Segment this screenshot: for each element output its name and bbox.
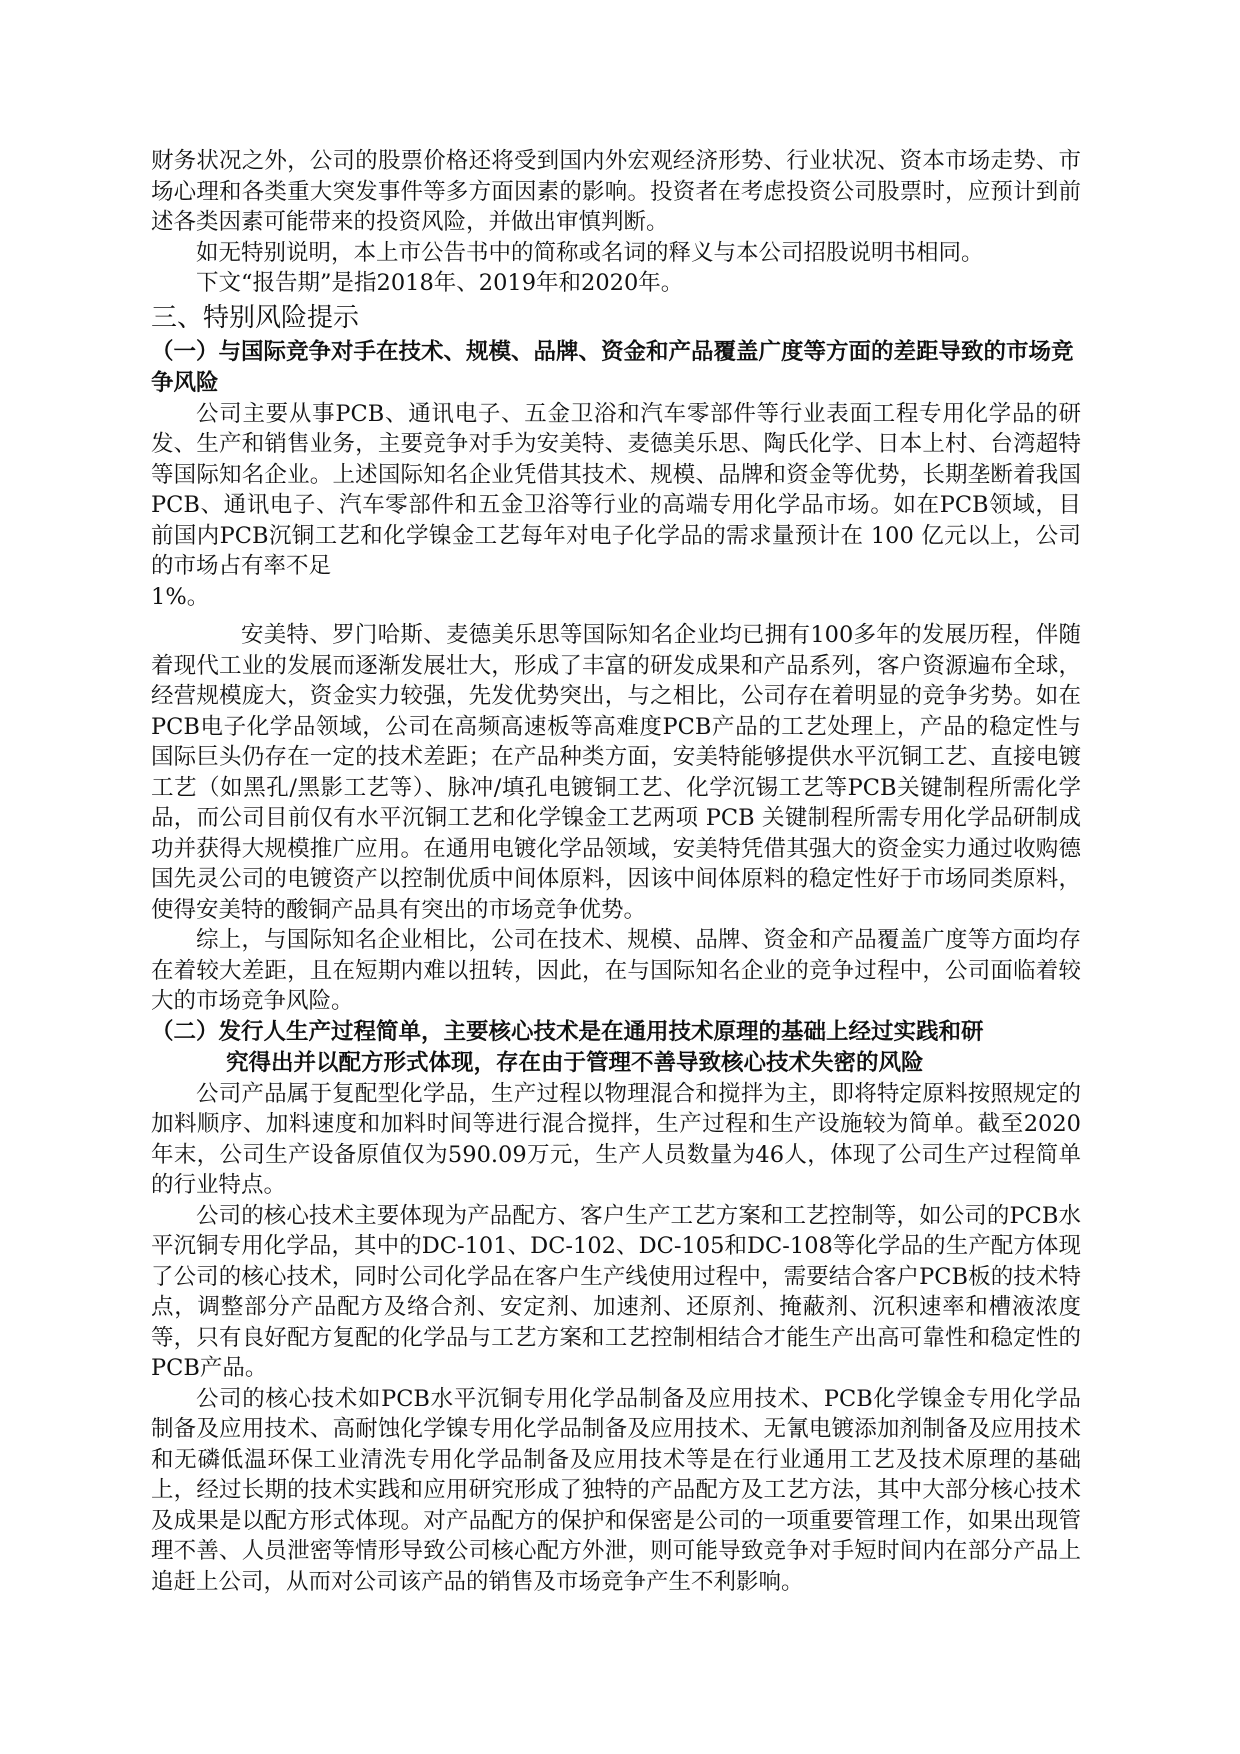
document-page: [151, 146, 1081, 1597]
risk2-heading: [151, 1017, 1081, 1079]
risk2-heading-line2: 究得出并以配方形式体现，存在由于管理不善导致核心技术失密的风险: [226, 1049, 924, 1076]
risk2-paragraph-3: 公司的核心技术如PCB水平沉铜专用化学品制备及应用技术、PCB化学镍金专用化学品制备及应用技术、高耐蚀化学镍专用化学品制备及应用技术、无氰电镀添加剂制备及应用技术和无磷低温环保工业清洗专用化学品制备及应用技术等是在行业通用工艺及技术原理的基础上，经过长期的技术实践和应用研究形成了独特的产品配方及工艺方法，其中大部分核心技术及成果是以配方形式体现。对产品配方的保护和保密是公司的一项重要管理工作，如果出现管理不善、人员泄密等情形导致公司核心配方外泄，则可能导致竞争对手短时间内在部分产品上追赶上公司，从而对公司该产品的销售及市场竞争产生不利影响。: [151, 1385, 1081, 1595]
risk1-paragraph-2: 安美特、罗门哈斯、麦德美乐思等国际知名企业均已拥有100多年的发展历程，伴随着现代工业的发展而逐渐发展壮大，形成了丰富的研发成果和产品系列，客户资源遍布全球，经营规模庞大，资金实力较强，先发优势突出，与之相比，公司存在着明显的竞争劣势。如在PCB电子化学品领域，公司在高频高速板等高难度PCB产品的工艺处理上，产品的稳定性与国际巨头仍存在一定的技术差距；在产品种类方面，安美特能够提供水平沉铜工艺、直接电镀工艺（如黑孔/黑影工艺等）、脉冲/填孔电镀铜工艺、化学沉锡工艺等PCB关键制程所需化学品，而公司目前仅有水平沉铜工艺和化学镍金工艺两项 PCB 关键制程所需专用化学品研制成功并获得大规模推广应用。在通用电镀化学品领域，安美特凭借其强大的资金实力通过收购德国先灵公司的电镀资产以控制优质中间体原料，因该中间体原料的稳定性好于市场同类原料，使得安美特的酸铜产品具有突出的市场竞争优势。: [151, 622, 1081, 923]
risk2-paragraph-2: 公司的核心技术主要体现为产品配方、客户生产工艺方案和工艺控制等，如公司的PCB水平沉铜专用化学品，其中的DC-101、DC-102、DC-105和DC-108等化学品的生产配方体现了公司的核心技术，同时公司化学品在客户生产线使用过程中，需要结合客户PCB板的技术特点，调整部分产品配方及络合剂、安定剂、加速剂、还原剂、掩蔽剂、沉积速率和槽液浓度等，只有良好配方复配的化学品与工艺方案和工艺控制相结合才能生产出高可靠性和稳定性的PCB产品。: [151, 1202, 1081, 1381]
risk2-heading-line1: （二）发行人生产过程简单，主要核心技术是在通用技术原理的基础上经过实践和研: [151, 1018, 984, 1045]
intro-paragraph-3: 下文“报告期”是指2018年、2019年和2020年。: [196, 270, 684, 296]
intro-paragraph-1: 财务状况之外，公司的股票价格还将受到国内外宏观经济形势、行业状况、资本市场走势、市场心理和各类重大突发事件等多方面因素的影响。投资者在考虑投资公司股票时，应预计到前述各类因素可能带来的投资风险，并做出审慎判断。: [151, 148, 1081, 235]
risk1-paragraph-1: 公司主要从事PCB、通讯电子、五金卫浴和汽车零部件等行业表面工程专用化学品的研发、生产和销售业务，主要竞争对手为安美特、麦德美乐思、陶氏化学、日本上村、台湾超特等国际知名企业。上述国际知名企业凭借其技术、规模、品牌和资金等优势，长期垄断着我国PCB、通讯电子、汽车零部件和五金卫浴等行业的高端专用化学品市场。如在PCB领域，目前国内PCB沉铜工艺和化学镍金工艺每年对电子化学品的需求量预计在 100 亿元以上，公司的市场占有率不足: [151, 400, 1081, 579]
intro-paragraph-2: 如无特别说明，本上市公告书中的简称或名词的释义与本公司招股说明书相同。: [196, 239, 984, 266]
section-title: 三、特别风险提示: [151, 302, 360, 333]
risk1-paragraph-1-tail: 1%。: [151, 583, 210, 610]
risk2-paragraph-1: 公司产品属于复配型化学品，生产过程以物理混合和搅拌为主，即将特定原料按照规定的加料顺序、加料速度和加料时间等进行混合搅拌，生产过程和生产设施较为简单。截至2020年末，公司生产设备原值仅为590.09万元，生产人员数量为46人，体现了公司生产过程简单的行业特点。: [151, 1080, 1081, 1198]
risk1-paragraph-3: 综上，与国际知名企业相比，公司在技术、规模、品牌、资金和产品覆盖广度等方面均存在着较大差距，且在短期内难以扭转，因此，在与国际知名企业的竞争过程中，公司面临着较大的市场竞争风险。: [151, 927, 1081, 1014]
risk1-heading: （一）与国际竞争对手在技术、规模、品牌、资金和产品覆盖广度等方面的差距导致的市场竞争风险: [151, 338, 1074, 396]
